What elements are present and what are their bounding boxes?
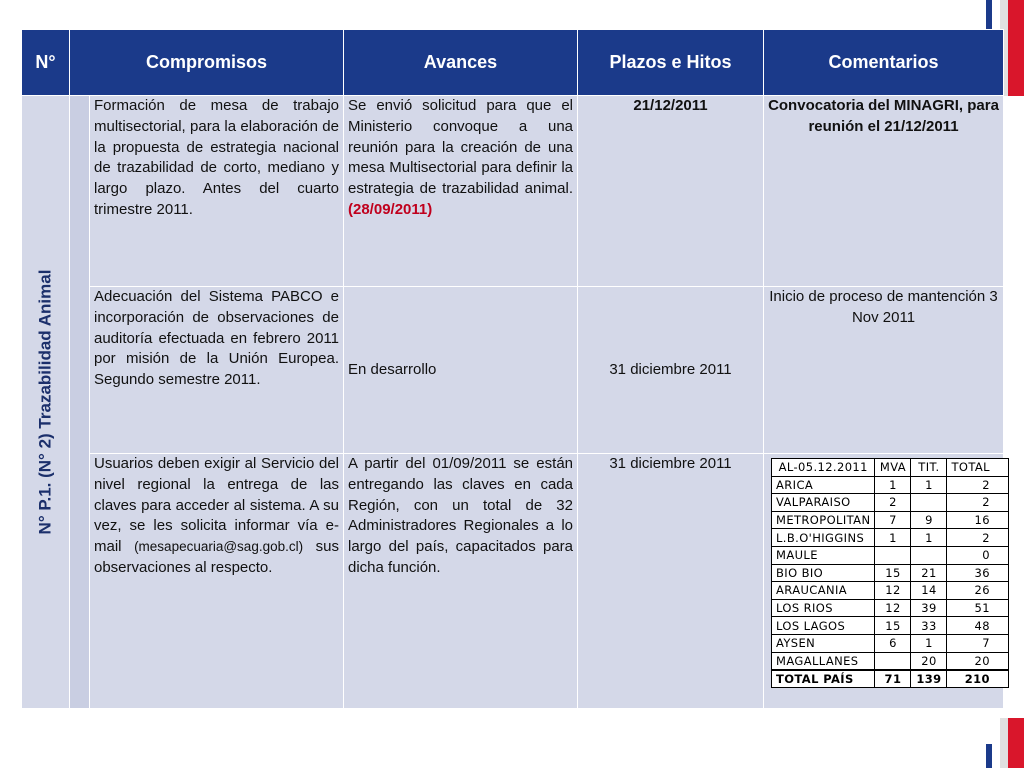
email-link[interactable]: (mesapecuaria@sag.gob.cl) — [134, 539, 304, 555]
region-row — [772, 582, 1009, 600]
region-value: 71 — [875, 670, 911, 688]
region-value: 1 — [875, 529, 911, 547]
region-value — [911, 546, 947, 564]
region-total: 26 — [947, 582, 1008, 600]
region-value: 6 — [875, 634, 911, 652]
comentario-cell: Convocatoria del MINAGRI, para reunión el 21/12/2011 — [764, 96, 1004, 287]
region-row — [772, 564, 1009, 582]
avance-date: (28/09/2011) — [348, 200, 433, 218]
header-avances: Avances — [344, 30, 578, 96]
region-value: 12 — [875, 599, 911, 617]
region-name: TOTAL PAÍS — [772, 670, 875, 688]
region-value — [875, 652, 911, 670]
compromiso-cell: Formación de mesa de trabajo multisectorial, para la elaboración de la propuesta de estrategia nacional de trazabilidad de corto, mediano y largo plazo. Antes del cuarto trimestre 2011. — [90, 96, 344, 287]
region-value: 1 — [911, 529, 947, 547]
region-value: 39 — [911, 599, 947, 617]
region-value: 1 — [875, 476, 911, 494]
region-name: VALPARAISO — [772, 494, 875, 512]
region-value: 14 — [911, 582, 947, 600]
header-compromisos: Compromisos — [70, 30, 344, 96]
region-name: BIO BIO — [772, 564, 875, 582]
region-row — [772, 634, 1009, 652]
region-name: LOS LAGOS — [772, 617, 875, 635]
regions-header-cell: MVA — [875, 459, 911, 477]
compromiso-cell — [90, 454, 344, 709]
region-value — [875, 546, 911, 564]
compromiso-text: Usuarios deben exigir al Servicio del nivel regional la entrega de las claves para acceder al sistema. A su vez, se les solicita informar vía e-mail — [94, 455, 339, 556]
region-total: 16 — [947, 511, 1008, 529]
regions-header-row — [772, 459, 1009, 477]
header-plazos: Plazos e Hitos — [578, 30, 764, 96]
regions-header-cell: AL-05.12.2011 — [772, 459, 875, 477]
region-name: ARAUCANIA — [772, 582, 875, 600]
region-total: 2 — [947, 529, 1008, 547]
avance-cell: A partir del 01/09/2011 se están entregando las claves en cada Región, con un total de 32 Administradores Regionales a lo largo del país, capacitados para dicha función. — [344, 454, 578, 709]
region-value: 2 — [875, 494, 911, 512]
region-total: 36 — [947, 564, 1008, 582]
region-name: ARICA — [772, 476, 875, 494]
region-total: 48 — [947, 617, 1008, 635]
avance-cell: En desarrollo — [344, 287, 578, 454]
region-row — [772, 599, 1009, 617]
region-name: L.B.O'HIGGINS — [772, 529, 875, 547]
region-value: 12 — [875, 582, 911, 600]
region-name: LOS RIOS — [772, 599, 875, 617]
region-value: 20 — [911, 652, 947, 670]
region-total: 0 — [947, 546, 1008, 564]
region-value — [911, 494, 947, 512]
region-name: MAGALLANES — [772, 652, 875, 670]
regions-header-cell: TOTAL — [947, 459, 1008, 477]
region-value: 139 — [911, 670, 947, 688]
region-name: MAULE — [772, 546, 875, 564]
region-row — [772, 546, 1009, 564]
region-name: AYSEN — [772, 634, 875, 652]
region-value: 7 — [875, 511, 911, 529]
region-value: 1 — [911, 476, 947, 494]
regions-header-cell: TIT. — [911, 459, 947, 477]
table-row — [22, 96, 1004, 287]
region-row — [772, 476, 1009, 494]
region-total: 7 — [947, 634, 1008, 652]
region-value: 15 — [875, 564, 911, 582]
table-row — [22, 287, 1004, 454]
comentario-cell: Inicio de proceso de mantención 3 Nov 2011 — [764, 287, 1004, 454]
compromiso-text-end: sus observaciones al respecto. — [94, 538, 339, 576]
region-row — [772, 529, 1009, 547]
regions-total-row — [772, 670, 1009, 688]
region-total: 20 — [947, 652, 1008, 670]
region-value: 33 — [911, 617, 947, 635]
plazo-cell: 21/12/2011 — [578, 96, 764, 287]
row-group-label-text: N° P.1. (N° 2) Trazabilidad Animal — [35, 269, 55, 535]
avance-cell — [344, 96, 578, 287]
region-name: METROPOLITAN — [772, 511, 875, 529]
region-value: 21 — [911, 564, 947, 582]
region-row — [772, 511, 1009, 529]
region-row — [772, 652, 1009, 670]
region-row — [772, 617, 1009, 635]
region-total: 2 — [947, 476, 1008, 494]
regions-table — [771, 458, 1009, 688]
region-row — [772, 494, 1009, 512]
region-value: 1 — [911, 634, 947, 652]
plazo-cell: 31 diciembre 2011 — [578, 454, 764, 709]
region-total: 210 — [947, 670, 1008, 688]
region-value: 9 — [911, 511, 947, 529]
plazo-cell: 31 diciembre 2011 — [578, 287, 764, 454]
avance-text: Se envió solicitud para que el Ministerio convoque a una reunión para la creación de una mesa Multisectorial para definir la estrategia de trazabilidad animal. — [348, 97, 573, 198]
spacer-column — [70, 96, 90, 709]
header-comentarios: Comentarios — [764, 30, 1004, 96]
region-value: 15 — [875, 617, 911, 635]
header-number: N° — [22, 30, 70, 96]
region-total: 51 — [947, 599, 1008, 617]
region-total: 2 — [947, 494, 1008, 512]
header-row — [22, 30, 1004, 96]
row-group-label — [22, 96, 70, 709]
compromiso-cell: Adecuación del Sistema PABCO e incorporación de observaciones de auditoría efectuada en febrero 2011 por misión de la Unión Europea. Segundo semestre 2011. — [90, 287, 344, 454]
